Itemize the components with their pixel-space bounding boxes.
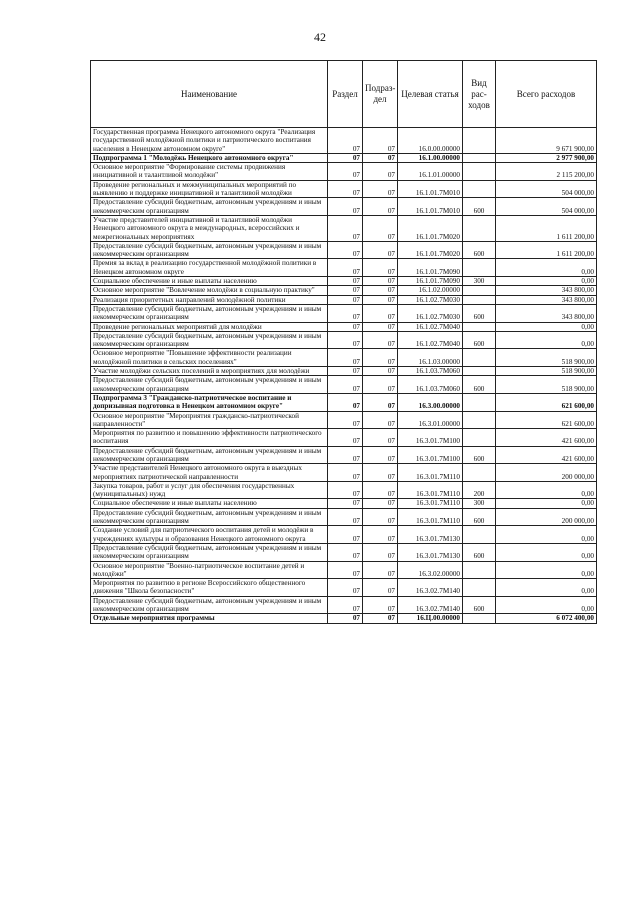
cell-type: 300 xyxy=(463,499,496,508)
cell-subsection: 07 xyxy=(363,579,398,597)
cell-subsection: 07 xyxy=(363,215,398,241)
cell-target: 16.1.01.7М010 xyxy=(398,198,463,216)
cell-type xyxy=(463,464,496,482)
cell-section: 07 xyxy=(328,526,363,544)
cell-total: 504 000,00 xyxy=(496,180,597,198)
cell-total: 343 800,00 xyxy=(496,295,597,304)
cell-type: 600 xyxy=(463,376,496,394)
table-row xyxy=(91,259,597,277)
table-row xyxy=(91,295,597,304)
table-row xyxy=(91,596,597,614)
table-row xyxy=(91,241,597,259)
cell-name: Проведение региональных и межмуниципальных мероприятий по выявлению и поддержке инициативной и талантливой молодёжи xyxy=(91,180,328,198)
header-name: Наименование xyxy=(91,61,328,128)
cell-target: 16.1.03.00000 xyxy=(398,349,463,367)
cell-total: 0,00 xyxy=(496,561,597,579)
cell-type xyxy=(463,259,496,277)
table-row xyxy=(91,128,597,154)
table-body xyxy=(91,128,597,624)
cell-name: Мероприятия по развитию в регионе Всероссийского общественного движения "Школа безопасности" xyxy=(91,579,328,597)
cell-subsection: 07 xyxy=(363,499,398,508)
cell-section: 07 xyxy=(328,614,363,623)
header-total: Всего расходов xyxy=(496,61,597,128)
cell-section: 07 xyxy=(328,508,363,526)
cell-target: 16.3.01.00000 xyxy=(398,411,463,429)
cell-type: 600 xyxy=(463,331,496,349)
cell-total: 0,00 xyxy=(496,331,597,349)
table-row xyxy=(91,411,597,429)
table-row xyxy=(91,286,597,295)
cell-name: Социальное обеспечение и иные выплаты населению xyxy=(91,499,328,508)
cell-total: 0,00 xyxy=(496,596,597,614)
cell-target: 16.1.02.7М040 xyxy=(398,331,463,349)
cell-total: 0,00 xyxy=(496,579,597,597)
cell-type xyxy=(463,215,496,241)
cell-total: 6 072 400,00 xyxy=(496,614,597,623)
cell-subsection: 07 xyxy=(363,331,398,349)
cell-name: Предоставление субсидий бюджетным, автономным учреждениям и иным некоммерческим организациям xyxy=(91,446,328,464)
cell-name: Предоставление субсидий бюджетным, автономным учреждениям и иным некоммерческим организациям xyxy=(91,508,328,526)
cell-subsection: 07 xyxy=(363,526,398,544)
cell-subsection: 07 xyxy=(363,198,398,216)
cell-section: 07 xyxy=(328,128,363,154)
budget-table xyxy=(90,60,597,624)
cell-target: 16.0.00.00000 xyxy=(398,128,463,154)
cell-name: Социальное обеспечение и иные выплаты населению xyxy=(91,277,328,286)
cell-section: 07 xyxy=(328,304,363,322)
page-number: 42 xyxy=(314,30,326,44)
cell-subsection: 07 xyxy=(363,259,398,277)
cell-name: Участие представителей инициативной и талантливой молодёжи Ненецкого автономного округа в международных, всероссийских и межрегиональных мероприятиях xyxy=(91,215,328,241)
table-row xyxy=(91,376,597,394)
cell-target: 16.3.01.7М110 xyxy=(398,499,463,508)
cell-section: 07 xyxy=(328,215,363,241)
cell-total: 518 900,00 xyxy=(496,376,597,394)
cell-type: 300 xyxy=(463,277,496,286)
cell-total: 0,00 xyxy=(496,543,597,561)
cell-section: 07 xyxy=(328,295,363,304)
cell-type xyxy=(463,322,496,331)
cell-total: 9 671 900,00 xyxy=(496,128,597,154)
cell-subsection: 07 xyxy=(363,429,398,447)
cell-total: 0,00 xyxy=(496,259,597,277)
cell-subsection: 07 xyxy=(363,543,398,561)
header-type: Вид рас-ходов xyxy=(463,61,496,128)
cell-total: 2 115 200,00 xyxy=(496,163,597,181)
cell-target: 16.1.01.00000 xyxy=(398,163,463,181)
cell-subsection: 07 xyxy=(363,367,398,376)
cell-target: 16.1.03.7М060 xyxy=(398,367,463,376)
cell-name: Реализация приоритетных направлений молодёжной политики xyxy=(91,295,328,304)
cell-name: Закупка товаров, работ и услуг для обеспечения государственных (муниципальных) нужд xyxy=(91,481,328,499)
cell-section: 07 xyxy=(328,499,363,508)
cell-type xyxy=(463,561,496,579)
cell-name: Премия за вклад в реализацию государственной молодёжной политики в Ненецком автономном округе xyxy=(91,259,328,277)
cell-section: 07 xyxy=(328,286,363,295)
cell-type xyxy=(463,128,496,154)
cell-type: 600 xyxy=(463,198,496,216)
cell-type xyxy=(463,153,496,162)
cell-target: 16.3.00.00000 xyxy=(398,393,463,411)
cell-target: 16.Ц.00.00000 xyxy=(398,614,463,623)
cell-section: 07 xyxy=(328,596,363,614)
cell-subsection: 07 xyxy=(363,180,398,198)
cell-type xyxy=(463,180,496,198)
cell-total: 504 000,00 xyxy=(496,198,597,216)
cell-section: 07 xyxy=(328,429,363,447)
cell-type xyxy=(463,349,496,367)
cell-total: 518 900,00 xyxy=(496,349,597,367)
cell-section: 07 xyxy=(328,481,363,499)
cell-total: 0,00 xyxy=(496,481,597,499)
cell-name: Основное мероприятие "Повышение эффективности реализации молодёжной политики в сельских поселениях" xyxy=(91,349,328,367)
table-row xyxy=(91,499,597,508)
table-row xyxy=(91,163,597,181)
cell-target: 16.3.01.7М100 xyxy=(398,446,463,464)
table-row xyxy=(91,277,597,286)
table-row xyxy=(91,526,597,544)
table-row xyxy=(91,180,597,198)
cell-name: Предоставление субсидий бюджетным, автономным учреждениям и иным некоммерческим организациям xyxy=(91,198,328,216)
cell-target: 16.1.01.7М090 xyxy=(398,259,463,277)
cell-section: 07 xyxy=(328,579,363,597)
cell-subsection: 07 xyxy=(363,614,398,623)
cell-type xyxy=(463,286,496,295)
cell-name: Подпрограмма 3 "Гражданско-патриотическое воспитание и допризывная подготовка в Ненецком автономном округе" xyxy=(91,393,328,411)
cell-subsection: 07 xyxy=(363,304,398,322)
cell-total: 0,00 xyxy=(496,277,597,286)
cell-type xyxy=(463,367,496,376)
cell-type: 600 xyxy=(463,446,496,464)
cell-target: 16.3.01.7М130 xyxy=(398,543,463,561)
cell-name: Основное мероприятие "Вовлечение молодёжи в социальную практику" xyxy=(91,286,328,295)
cell-subsection: 07 xyxy=(363,322,398,331)
cell-subsection: 07 xyxy=(363,277,398,286)
table-row xyxy=(91,367,597,376)
cell-target: 16.3.01.7М110 xyxy=(398,481,463,499)
cell-section: 07 xyxy=(328,153,363,162)
cell-subsection: 07 xyxy=(363,596,398,614)
cell-target: 16.3.02.00000 xyxy=(398,561,463,579)
cell-section: 07 xyxy=(328,561,363,579)
cell-section: 07 xyxy=(328,376,363,394)
table-row xyxy=(91,464,597,482)
cell-name: Участие представителей Ненецкого автономного округа в выездных мероприятиях патриотической направленности xyxy=(91,464,328,482)
cell-section: 07 xyxy=(328,543,363,561)
table-row xyxy=(91,322,597,331)
cell-total: 1 611 200,00 xyxy=(496,215,597,241)
cell-name: Предоставление субсидий бюджетным, автономным учреждениям и иным некоммерческим организациям xyxy=(91,331,328,349)
cell-name: Основное мероприятие "Формирование системы продвижения инициативной и талантливой молодёжи" xyxy=(91,163,328,181)
cell-name: Основное мероприятие "Мероприятия гражданско-патриотической направленности" xyxy=(91,411,328,429)
cell-total: 1 611 200,00 xyxy=(496,241,597,259)
cell-type: 600 xyxy=(463,596,496,614)
cell-section: 07 xyxy=(328,411,363,429)
table-row xyxy=(91,446,597,464)
cell-subsection: 07 xyxy=(363,376,398,394)
cell-total: 0,00 xyxy=(496,499,597,508)
table-row xyxy=(91,331,597,349)
cell-name: Создание условий для патриотического воспитания детей и молодёжи в учреждениях культуры и образования Ненецкого автономного округа xyxy=(91,526,328,544)
cell-target: 16.1.02.7М040 xyxy=(398,322,463,331)
cell-section: 07 xyxy=(328,446,363,464)
cell-name: Мероприятия по развитию и повышению эффективности патриотического воспитания xyxy=(91,429,328,447)
table-row xyxy=(91,304,597,322)
cell-target: 16.3.01.7М100 xyxy=(398,429,463,447)
cell-target: 16.1.00.00000 xyxy=(398,153,463,162)
table-row xyxy=(91,561,597,579)
cell-section: 07 xyxy=(328,241,363,259)
cell-type xyxy=(463,614,496,623)
cell-subsection: 07 xyxy=(363,393,398,411)
cell-section: 07 xyxy=(328,393,363,411)
cell-target: 16.1.01.7М010 xyxy=(398,180,463,198)
cell-target: 16.3.01.7М110 xyxy=(398,508,463,526)
cell-section: 07 xyxy=(328,198,363,216)
table-row xyxy=(91,614,597,623)
cell-name: Предоставление субсидий бюджетным, автономным учреждениям и иным некоммерческим организациям xyxy=(91,376,328,394)
cell-name: Участие молодёжи сельских поселений в мероприятиях для молодёжи xyxy=(91,367,328,376)
table-row xyxy=(91,198,597,216)
cell-name: Предоставление субсидий бюджетным, автономным учреждениям и иным некоммерческим организациям xyxy=(91,596,328,614)
table-row xyxy=(91,579,597,597)
cell-total: 0,00 xyxy=(496,322,597,331)
cell-type xyxy=(463,393,496,411)
cell-section: 07 xyxy=(328,367,363,376)
table-row xyxy=(91,543,597,561)
cell-target: 16.1.01.7М020 xyxy=(398,241,463,259)
cell-type xyxy=(463,526,496,544)
cell-type xyxy=(463,429,496,447)
cell-section: 07 xyxy=(328,259,363,277)
cell-target: 16.1.02.7М030 xyxy=(398,295,463,304)
cell-type: 600 xyxy=(463,508,496,526)
cell-section: 07 xyxy=(328,331,363,349)
cell-subsection: 07 xyxy=(363,128,398,154)
cell-type xyxy=(463,411,496,429)
cell-subsection: 07 xyxy=(363,295,398,304)
cell-name: Предоставление субсидий бюджетным, автономным учреждениям и иным некоммерческим организациям xyxy=(91,304,328,322)
cell-total: 343 800,00 xyxy=(496,304,597,322)
cell-total: 200 000,00 xyxy=(496,464,597,482)
cell-section: 07 xyxy=(328,349,363,367)
cell-subsection: 07 xyxy=(363,153,398,162)
header-section: Раздел xyxy=(328,61,363,128)
cell-type xyxy=(463,163,496,181)
cell-target: 16.3.01.7М130 xyxy=(398,526,463,544)
table-row xyxy=(91,153,597,162)
table-header-row xyxy=(91,61,597,128)
cell-section: 07 xyxy=(328,464,363,482)
cell-subsection: 07 xyxy=(363,464,398,482)
cell-section: 07 xyxy=(328,277,363,286)
table-row xyxy=(91,215,597,241)
table-row xyxy=(91,481,597,499)
cell-name: Предоставление субсидий бюджетным, автономным учреждениям и иным некоммерческим организациям xyxy=(91,241,328,259)
cell-total: 343 800,00 xyxy=(496,286,597,295)
cell-target: 16.3.01.7М110 xyxy=(398,464,463,482)
cell-subsection: 07 xyxy=(363,561,398,579)
cell-target: 16.3.02.7М140 xyxy=(398,579,463,597)
cell-total: 2 977 900,00 xyxy=(496,153,597,162)
cell-subsection: 07 xyxy=(363,241,398,259)
table-row xyxy=(91,393,597,411)
table-row xyxy=(91,429,597,447)
cell-subsection: 07 xyxy=(363,411,398,429)
cell-target: 16.1.01.7М090 xyxy=(398,277,463,286)
cell-name: Подпрограмма 1 "Молодёжь Ненецкого автономного округа" xyxy=(91,153,328,162)
cell-total: 621 600,00 xyxy=(496,393,597,411)
cell-name: Государственная программа Ненецкого автономного округа "Реализация государственной молодёжной политики и патриотического воспитания населения в Ненецком автономном округе" xyxy=(91,128,328,154)
cell-total: 421 600,00 xyxy=(496,446,597,464)
cell-type xyxy=(463,295,496,304)
cell-subsection: 07 xyxy=(363,446,398,464)
cell-name: Предоставление субсидий бюджетным, автономным учреждениям и иным некоммерческим организациям xyxy=(91,543,328,561)
cell-target: 16.1.02.7М030 xyxy=(398,304,463,322)
cell-target: 16.1.03.7М060 xyxy=(398,376,463,394)
cell-name: Основное мероприятие "Военно-патриотическое воспитание детей и молодёжи" xyxy=(91,561,328,579)
table-row xyxy=(91,349,597,367)
cell-subsection: 07 xyxy=(363,163,398,181)
cell-type: 600 xyxy=(463,543,496,561)
cell-target: 16.3.02.7М140 xyxy=(398,596,463,614)
cell-name: Отдельные мероприятия программы xyxy=(91,614,328,623)
header-subsection: Подраз-дел xyxy=(363,61,398,128)
cell-type xyxy=(463,579,496,597)
cell-subsection: 07 xyxy=(363,349,398,367)
cell-name: Проведение региональных мероприятий для молодёжи xyxy=(91,322,328,331)
cell-section: 07 xyxy=(328,163,363,181)
cell-total: 0,00 xyxy=(496,526,597,544)
cell-section: 07 xyxy=(328,180,363,198)
cell-target: 16.1.01.7М020 xyxy=(398,215,463,241)
cell-subsection: 07 xyxy=(363,481,398,499)
cell-type: 600 xyxy=(463,304,496,322)
cell-subsection: 07 xyxy=(363,508,398,526)
cell-total: 200 000,00 xyxy=(496,508,597,526)
cell-total: 621 600,00 xyxy=(496,411,597,429)
cell-section: 07 xyxy=(328,322,363,331)
cell-total: 421 600,00 xyxy=(496,429,597,447)
cell-type: 200 xyxy=(463,481,496,499)
header-target: Целевая статья xyxy=(398,61,463,128)
cell-type: 600 xyxy=(463,241,496,259)
cell-total: 518 900,00 xyxy=(496,367,597,376)
cell-subsection: 07 xyxy=(363,286,398,295)
cell-target: 16.1.02.00000 xyxy=(398,286,463,295)
table-row xyxy=(91,508,597,526)
